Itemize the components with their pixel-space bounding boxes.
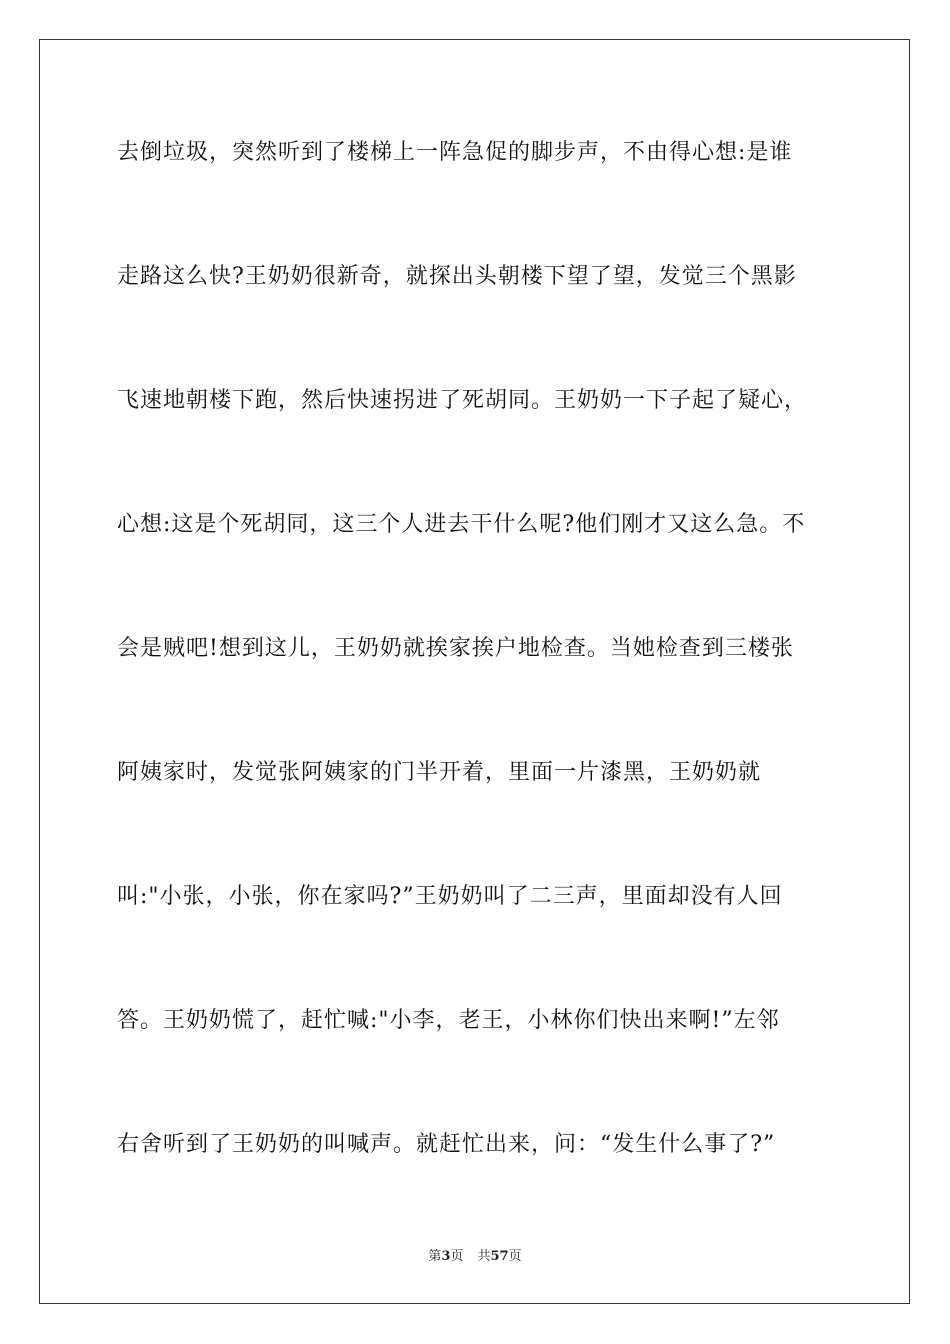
total-pages: 57	[490, 1249, 509, 1264]
body-text	[117, 123, 837, 1239]
text-line-3: 飞速地朝楼下跑，然后快速拐进了死胡同。王奶奶一下子起了疑心，	[117, 388, 808, 413]
total-suffix: 页	[508, 1249, 522, 1264]
text-line-8: 答。王奶奶慌了，赶忙喊:"小李，老王，小林你们快出来啊!”左邻	[117, 1008, 780, 1033]
text-line-2: 走路这么快?王奶奶很新奇，就探出头朝楼下望了望，发觉三个黑影	[117, 264, 797, 289]
text-line-9: 右舍听到了王奶奶的叫喊声。就赶忙出来，问：“发生什么事了?”	[117, 1132, 776, 1157]
page-prefix: 第	[428, 1249, 442, 1264]
page-suffix: 页	[450, 1249, 464, 1264]
text-line-4: 心想:这是个死胡同，这三个人进去干什么呢?他们刚才又这么急。不	[117, 512, 806, 537]
text-line-7: 叫:"小张，小张，你在家吗?”王奶奶叫了二三声，里面却没有人回	[117, 884, 783, 909]
total-prefix: 共	[477, 1249, 491, 1264]
text-line-6: 阿姨家时，发觉张阿姨家的门半开着，里面一片漆黑，王奶奶就	[117, 760, 762, 785]
text-line-1: 去倒垃圾，突然听到了楼梯上一阵急促的脚步声，不由得心想:是谁	[117, 140, 793, 165]
text-line-5: 会是贼吧!想到这儿，王奶奶就挨家挨户地检查。当她检查到三楼张	[117, 636, 794, 661]
page-number: 3	[441, 1249, 451, 1264]
page-footer	[0, 1245, 950, 1264]
